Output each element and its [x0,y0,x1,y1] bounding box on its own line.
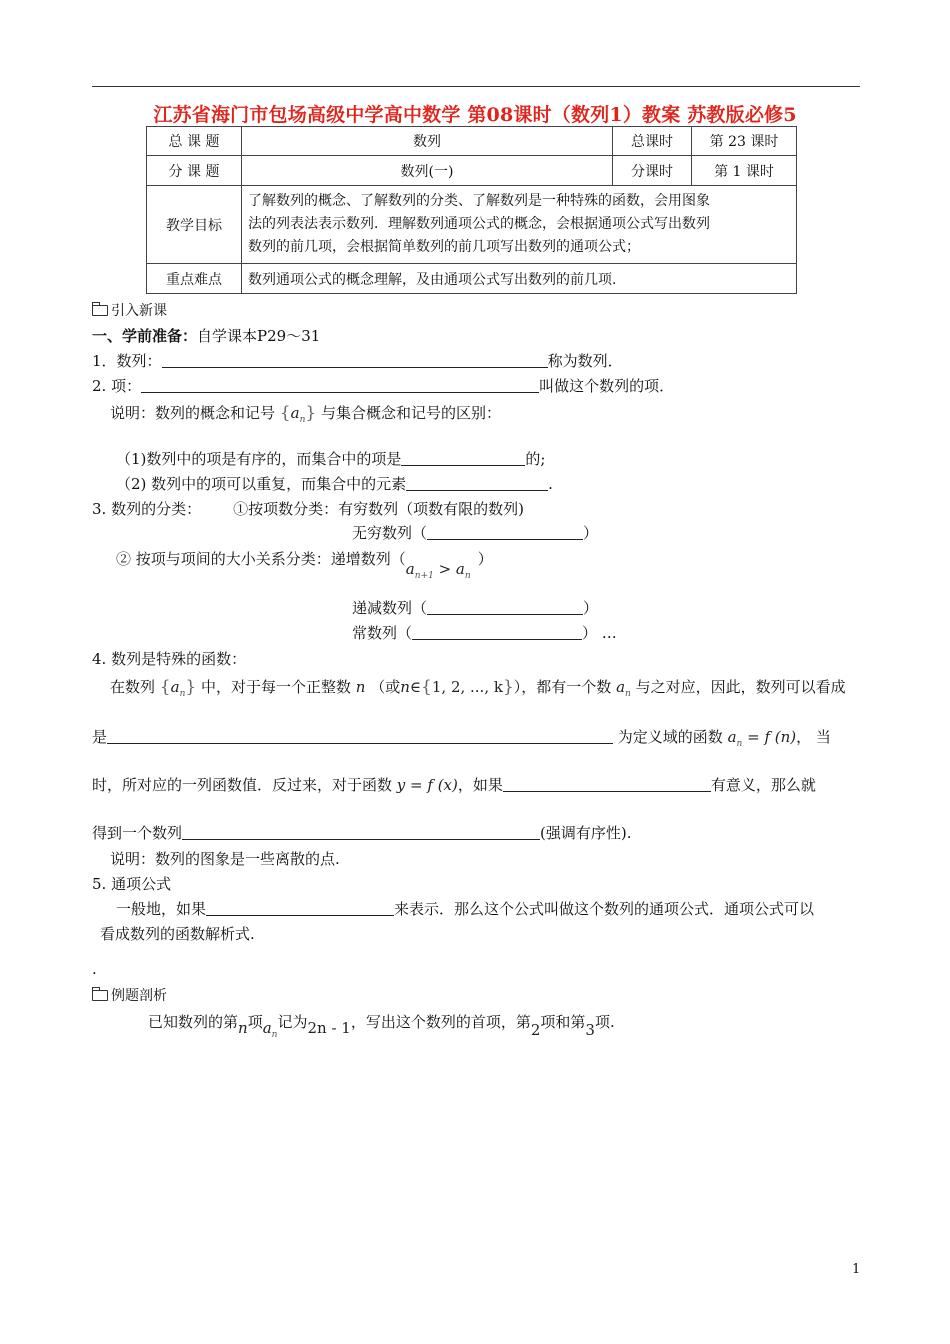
item-text: 得到一个数列 [92,824,183,842]
example-1 [148,1011,615,1040]
formula: 2n - 1 [307,1019,351,1037]
item-5-head: 5. 通项公式 [92,875,172,893]
item-text: 称为数列． [547,352,623,370]
item-num: 2. [92,377,112,395]
item-text: 递减数列（ [352,599,428,617]
note-1a [116,448,545,469]
fill-blank [503,777,711,792]
item-text: ② 按项与项间的大小关系分类：递增数列（ [116,550,406,568]
cell-label: 总 课 题 [147,127,242,156]
example-text: 项 [247,1013,263,1031]
stray-dot: . [92,960,97,978]
section-label: 例题剖析 [111,988,167,1004]
fill-blank [162,353,548,368]
note-text: 的; [525,450,546,468]
item-text: 时，所对应的一列函数值．反过来，对于函数 [92,776,393,794]
item-text: 来表示．那么这个公式叫做这个数列的通项公式．通项公式可以 [394,900,815,918]
fill-blank [206,901,394,916]
folder-icon [92,990,108,1001]
item-5-line-2: 看成数列的函数解析式. [100,925,255,943]
item-text: ，如果 [457,776,503,794]
item-5-line-1 [116,898,814,919]
cell-label: 总课时 [613,127,692,156]
goal-line: 了解数列的概念、了解数列的分类、了解数列是一种特殊的函数，会用图象 [248,193,710,209]
fill-blank [107,729,613,744]
lesson-info-table [146,126,797,294]
note-text: . [548,475,553,493]
item-3-decreasing [352,597,598,618]
item-3-infinite [352,522,598,543]
prep-line [92,325,320,346]
item-label: 3. 数列的分类： [92,500,202,518]
item-text: 常数列（ [352,624,413,642]
item-3-constant [352,622,617,643]
fill-blank [141,378,539,393]
item-text: ） [583,599,599,617]
fill-blank [182,825,540,840]
key-points: 数列通项公式的概念理解，及由通项公式写出数列的前几项. [242,264,797,294]
item-text: 与之对应，因此，数列可以看成 [635,678,846,696]
domain-set: n∈{1, 2, ..., k} [400,677,514,697]
variable-n: n [238,1019,248,1037]
note-text: （1)数列中的项是有序的，而集合中的项是 [116,450,402,468]
item-text: （或 [370,678,401,696]
item-label: 数列： [116,352,162,370]
term-an: $a_n$ [616,678,631,699]
cell-label: 教学目标 [147,186,242,264]
prep-label: 一、学前准备： [92,327,198,345]
item-text: ），都有一个数 [513,678,612,696]
item-3-monotone [116,548,493,581]
item-4-line-2 [92,726,831,749]
note-text: 说明：数列的概念和记号 [110,404,276,422]
page-number: 1 [852,1262,861,1277]
example-text: 项. [594,1013,615,1031]
variable-n: n [355,678,366,696]
section-examples [92,985,167,1005]
item-text: ） [583,524,599,542]
cell-value: 第 23 课时 [692,127,797,156]
example-text: ，写出这个数列的首项，第 [350,1013,531,1031]
note-1b [116,473,553,494]
cell-label: 分课时 [613,156,692,186]
fill-blank [427,525,583,540]
note-1 [110,402,501,425]
fill-blank [401,451,525,466]
fill-blank [406,476,548,491]
example-text: 已知数列的第 [148,1013,239,1031]
top-rule [92,86,860,87]
function-an: $a_n = f$ (n) [727,728,797,749]
section-label: 引入新课 [111,303,167,319]
item-text: 叫做这个数列的项． [539,377,675,395]
item-label: 项： [111,377,142,395]
item-num: 1． [92,352,117,370]
note-2: 说明：数列的图象是一些离散的点. [110,850,340,868]
item-text: 有意义，那么就 [710,776,816,794]
goal-line: 数列的前几项，会根据简单数列的前几项写出数列的通项公式； [248,239,640,255]
document-title: 江苏省海门市包场高级中学高中数学 第08课时（数列1）教案 苏教版必修5 [153,104,797,126]
item-text: 是 [92,728,108,746]
item-text: 无穷数列（ [352,524,428,542]
folder-icon [92,305,108,316]
note-text: 与集合概念和记号的区别： [320,404,501,422]
cell-value: 数列(一) [242,156,613,186]
item-4-line-1 [110,676,846,699]
item-2 [92,375,674,396]
example-text: 项和第 [540,1013,586,1031]
index-3: 3 [585,1021,595,1039]
function-y: y = f (x) [396,776,458,794]
sequence-symbol: $\{a_n\}$ [279,403,317,425]
goal-line: 法的列表法表示数列．理解数列通项公式的概念，会根据通项公式写出数列 [248,216,710,232]
item-text: 为定义域的函数 [617,728,723,746]
example-text: 记为 [277,1013,308,1031]
item-text: ） [477,550,493,568]
fill-blank [412,625,582,640]
cell-value: 第 1 课时 [692,156,797,186]
item-text: 中，对于每一个正整数 [200,678,351,696]
fill-blank [427,600,583,615]
cell-value: 数列 [242,127,613,156]
item-4-line-3 [92,774,816,795]
cell-label: 重点难点 [147,264,242,294]
increasing-condition: $a_{n+1} > a_n$ [405,560,471,581]
item-text: ①按项数分类：有穷数列（项数有限的数列) [233,500,524,518]
prep-text: 自学课本P29～31 [197,327,321,345]
item-1 [92,350,623,371]
term-an: $a_n$ [262,1019,278,1040]
note-text: （2) 数列中的项可以重复，而集合中的元素 [116,475,407,493]
cell-label: 分 课 题 [147,156,242,186]
item-text: ） … [582,624,617,642]
item-text: ， 当 [796,728,831,746]
teaching-goals [242,186,797,264]
item-3-head [92,498,524,519]
item-text: (强调有序性). [540,824,632,842]
item-text: 一般地，如果 [116,900,207,918]
item-text: 在数列 [110,678,156,696]
item-4-head: 4. 数列是特殊的函数： [92,650,247,668]
item-4-line-4 [92,822,632,843]
index-2: 2 [530,1021,541,1039]
section-intro [92,300,167,320]
sequence-symbol: $\{a_n\}$ [159,677,197,699]
